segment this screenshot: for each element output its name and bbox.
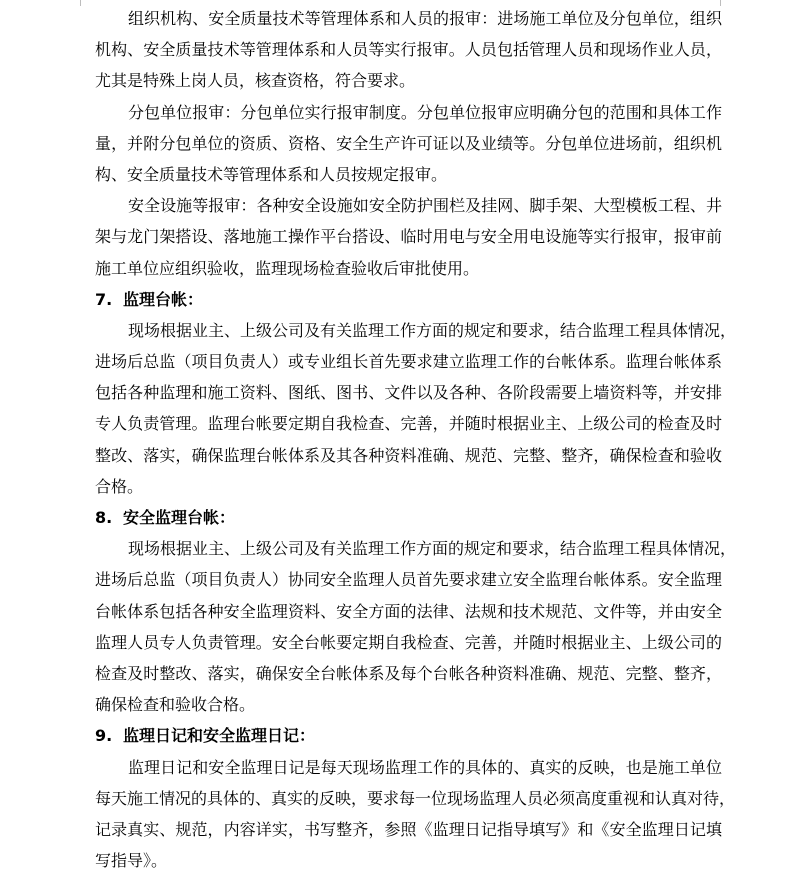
section-number: 8.: [95, 502, 123, 533]
text-line: 量，并附分包单位的资质、资格、安全生产许可证以及业绩等。分包单位进场前，组织机: [95, 128, 722, 159]
text-line: 尤其是特殊上岗人员，核查资格，符合要求。: [95, 65, 722, 96]
section-number: 9.: [95, 720, 123, 751]
text-line: 安全设施等报审：各种安全设施如安全防护围栏及挂网、脚手架、大型模板工程、井: [95, 190, 722, 221]
text-line: 组织机构、安全质量技术等管理体系和人员的报审：进场施工单位及分包单位，组织: [95, 3, 722, 34]
text-line: 专人负责管理。监理台帐要定期自我检查、完善，并随时根据业主、上级公司的检查及时: [95, 408, 722, 439]
text-line: 架与龙门架搭设、落地施工操作平台搭设、临时用电与安全用电设施等实行报审，报审前: [95, 221, 722, 252]
paragraph: [95, 97, 722, 191]
section-heading: [95, 720, 722, 751]
paragraph: [95, 315, 722, 502]
text-line: 合格。: [95, 471, 722, 502]
text-line: 监理日记和安全监理日记是每天现场监理工作的具体的、真实的反映，也是施工单位: [95, 752, 722, 783]
text-line: 台帐体系包括各种安全监理资料、安全方面的法律、法规和技术规范、文件等，并由安全: [95, 596, 722, 627]
paragraph: [95, 752, 722, 876]
text-line: 每天施工情况的具体的、真实的反映，要求每一位现场监理人员必须高度重视和认真对待，: [95, 783, 722, 814]
text-line: 包括各种监理和施工资料、图纸、图书、文件以及各种、各阶段需要上墙资料等，并安排: [95, 377, 722, 408]
text-line: 构、安全质量技术等管理体系和人员按规定报审。: [95, 159, 722, 190]
text-line: 现场根据业主、上级公司及有关监理工作方面的规定和要求，结合监理工程具体情况，: [95, 533, 722, 564]
text-line: 进场后总监（项目负责人）协同安全监理人员首先要求建立安全监理台帐体系。安全监理: [95, 564, 722, 595]
text-line: 机构、安全质量技术等管理体系和人员等实行报审。人员包括管理人员和现场作业人员，: [95, 34, 722, 65]
paragraph: [95, 3, 722, 97]
text-line: 整改、落实，确保监理台帐体系及其各种资料准确、规范、完整、整齐，确保检查和验收: [95, 440, 722, 471]
document-page: [95, 3, 722, 876]
section-title: 安全监理台帐：: [123, 508, 235, 527]
text-line: 记录真实、规范，内容详实，书写整齐，参照《监理日记指导填写》和《安全监理日记填: [95, 814, 722, 845]
text-line: 监理人员专人负责管理。安全台帐要定期自我检查、完善，并随时根据业主、上级公司的: [95, 627, 722, 658]
text-line: 现场根据业主、上级公司及有关监理工作方面的规定和要求，结合监理工程具体情况，: [95, 315, 722, 346]
paragraph: [95, 190, 722, 284]
section-title: 监理台帐：: [123, 290, 203, 309]
text-line: 检查及时整改、落实，确保安全台帐体系及每个台帐各种资料准确、规范、完整、整齐，: [95, 658, 722, 689]
text-line: 进场后总监（项目负责人）或专业组长首先要求建立监理工作的台帐体系。监理台帐体系: [95, 346, 722, 377]
crop-mark-left: [80, 0, 81, 6]
section-heading: [95, 284, 722, 315]
section-heading: [95, 502, 722, 533]
paragraph: [95, 533, 722, 720]
text-line: 施工单位应组织验收，监理现场检查验收后审批使用。: [95, 253, 722, 284]
section-title: 监理日记和安全监理日记：: [123, 726, 315, 745]
text-line: 确保检查和验收合格。: [95, 689, 722, 720]
section-number: 7.: [95, 284, 123, 315]
text-line: 分包单位报审：分包单位实行报审制度。分包单位报审应明确分包的范围和具体工作: [95, 97, 722, 128]
text-line: 写指导》。: [95, 845, 722, 876]
